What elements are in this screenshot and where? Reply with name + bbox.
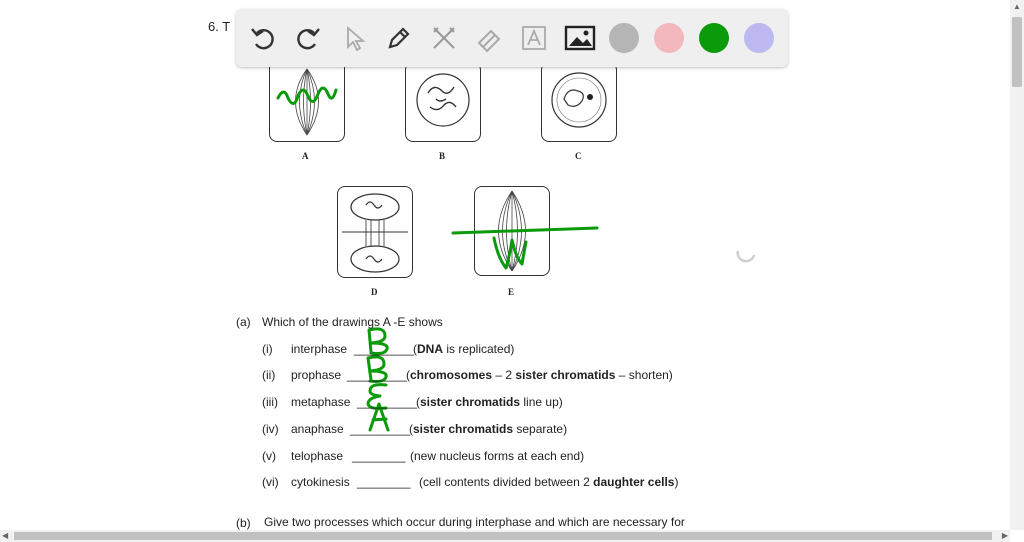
- tools-icon[interactable]: [427, 21, 461, 55]
- item-name: prophase: [291, 368, 342, 382]
- item-num: (iii): [262, 395, 278, 409]
- item-desc: (chromosomes – 2 sister chromatids – shorten): [406, 368, 673, 382]
- cell-diagram-c: [541, 62, 617, 142]
- item-prophase: [262, 368, 673, 382]
- item-name: telophase: [291, 449, 344, 463]
- item-desc: (sister chromatids separate): [409, 422, 568, 436]
- item-anaphase: [262, 422, 568, 436]
- item-blank: ________: [352, 449, 406, 463]
- item-desc: (sister chromatids line up): [416, 395, 563, 409]
- horizontal-scroll-thumb[interactable]: [14, 532, 992, 540]
- scroll-right-icon[interactable]: ▶: [1001, 531, 1008, 540]
- eraser-icon[interactable]: [472, 21, 506, 55]
- item-desc: (new nucleus forms at each end): [410, 449, 585, 463]
- color-green[interactable]: [699, 23, 729, 53]
- scroll-up-icon[interactable]: ▲: [1013, 2, 1021, 11]
- item-name: metaphase: [291, 395, 351, 409]
- item-blank: _________: [350, 422, 411, 436]
- color-pink[interactable]: [654, 23, 684, 53]
- color-lavender[interactable]: [744, 23, 774, 53]
- telophase-drawing-d: [338, 187, 412, 277]
- cell-diagram-a: [269, 60, 345, 142]
- item-desc: (DNA is replicated): [413, 342, 515, 356]
- part-b-text: Give two processes which occur during interphase and which are necessary for: [264, 515, 685, 529]
- redo-icon[interactable]: [291, 21, 325, 55]
- item-num: (ii): [262, 368, 276, 382]
- loading-spinner-icon: [735, 240, 757, 262]
- item-cytokinesis: [262, 475, 679, 489]
- label-c: C: [575, 151, 582, 161]
- vertical-scrollbar[interactable]: [1010, 0, 1024, 530]
- scroll-left-icon[interactable]: ◀: [2, 531, 9, 540]
- cell-diagram-b: [405, 62, 481, 142]
- label-e: E: [508, 287, 515, 297]
- item-name: cytokinesis: [291, 475, 350, 489]
- item-num: (v): [262, 449, 276, 463]
- part-b-label: (b): [236, 516, 251, 530]
- nucleus-drawing-c: [542, 63, 616, 141]
- spindle-drawing-e: [475, 187, 549, 275]
- item-telophase: [262, 449, 585, 463]
- color-gray[interactable]: [609, 23, 639, 53]
- item-num: (i): [262, 342, 273, 356]
- item-name: anaphase: [291, 422, 344, 436]
- item-num: (iv): [262, 422, 279, 436]
- label-d: D: [371, 287, 378, 297]
- cell-diagram-e: [474, 186, 550, 276]
- item-interphase: [262, 342, 515, 356]
- vertical-scroll-thumb[interactable]: [1012, 17, 1022, 87]
- drawing-toolbar: [236, 9, 788, 67]
- text-icon[interactable]: [517, 21, 551, 55]
- item-name: interphase: [291, 342, 348, 356]
- item-blank: _________: [347, 368, 408, 382]
- horizontal-scrollbar[interactable]: [0, 530, 1010, 542]
- undo-icon[interactable]: [246, 21, 280, 55]
- item-desc: (cell contents divided between 2 daughter cells): [419, 475, 679, 489]
- part-a-prompt: Which of the drawings A -E shows: [262, 315, 443, 329]
- item-blank: _________: [357, 395, 418, 409]
- spindle-drawing-a: [270, 61, 344, 141]
- item-blank: _________: [354, 342, 415, 356]
- part-a-label: (a): [236, 315, 251, 329]
- cell-diagram-d: [337, 186, 413, 278]
- item-num: (vi): [262, 475, 279, 489]
- image-icon[interactable]: [563, 21, 597, 55]
- label-a: A: [302, 151, 309, 161]
- item-metaphase: [262, 395, 563, 409]
- label-b: B: [439, 151, 446, 161]
- item-blank: ________: [357, 475, 411, 489]
- nucleus-drawing-b: [406, 63, 480, 141]
- pen-icon[interactable]: [382, 21, 416, 55]
- question-number: 6. T: [208, 19, 231, 34]
- pointer-icon[interactable]: [337, 21, 371, 55]
